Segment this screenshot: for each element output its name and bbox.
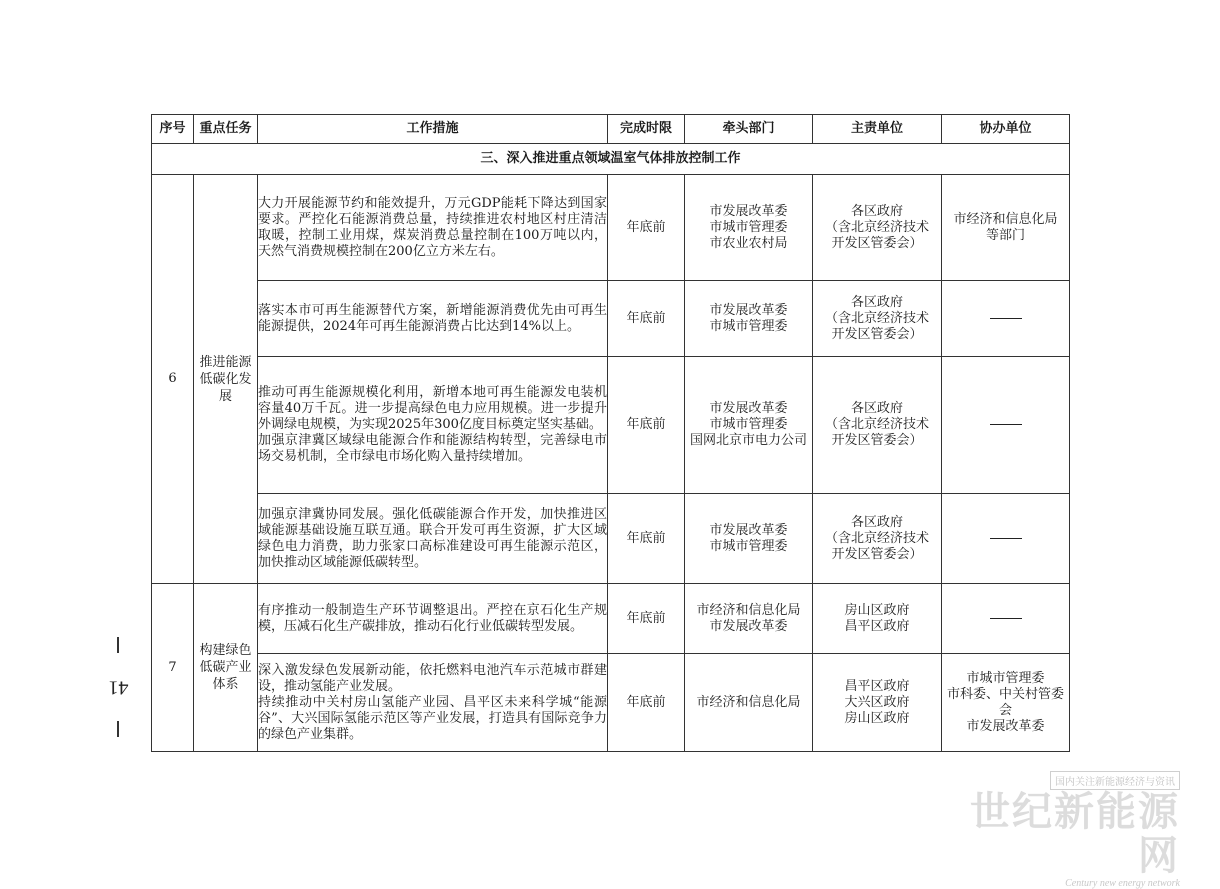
resp-unit-cell (813, 584, 942, 654)
table-row (152, 584, 1070, 654)
measure-paragraph: 有序推动一般制造生产环节调整退出。严控在京石化生产规模，压减石化生产碳排放，推动石化行业低碳转型发展。 (258, 602, 607, 634)
assist-unit-cell (942, 654, 1070, 752)
resp-unit-line: （含北京经济技术 (824, 417, 929, 432)
assist-unit-cell (942, 281, 1070, 357)
resp-unit-line: （含北京经济技术 (824, 530, 929, 546)
measure-cell (258, 584, 608, 654)
measure-paragraph: 持续推动中关村房山氢能产业园、昌平区未来科学城“能源谷”、大兴国际氢能示范区等产业发展，打造具有国际竞争力的绿色产业集群。 (258, 694, 607, 742)
resp-unit-line: 房山区政府 (844, 710, 910, 726)
lead-dept-line: 市城市管理委 (709, 219, 788, 235)
measure-cell (258, 654, 608, 752)
lead-dept-line: 市发展改革委 (709, 618, 788, 634)
lead-dept-cell (685, 654, 813, 752)
resp-unit-line: 大兴区政府 (844, 694, 910, 710)
resp-unit-line: 各区政府 (850, 401, 903, 416)
lead-dept-cell (685, 281, 813, 357)
assist-unit-line: 市经济和信息化局 (953, 211, 1058, 227)
measure-paragraph: 加强京津冀区域绿电能源合作和能源结构转型，完善绿电市场交易机制，全市绿电市场化购入量持续增加。 (258, 433, 607, 464)
resp-unit-line: 昌平区政府 (844, 678, 910, 694)
deadline-cell: 年底前 (608, 357, 685, 494)
measure-paragraph: 深入激发绿色发展新动能，依托燃料电池汽车示范城市群建设，推动氢能产业发展。 (258, 662, 607, 694)
deadline-cell: 年底前 (608, 494, 685, 584)
resp-unit-line: 开发区管委会） (831, 433, 923, 448)
lead-dept-cell (685, 357, 813, 494)
resp-unit-cell (813, 654, 942, 752)
resp-unit-cell (813, 175, 942, 281)
resp-unit-line: 各区政府 (850, 203, 903, 219)
header-assist-unit: 协办单位 (942, 115, 1070, 144)
header-lead-dept: 牵头部门 (685, 115, 813, 144)
header-task: 重点任务 (194, 115, 258, 144)
table-row (152, 654, 1070, 752)
resp-unit-line: 开发区管委会） (831, 235, 923, 251)
measure-cell (258, 281, 608, 357)
assist-unit-cell (942, 357, 1070, 494)
task-cell: 推进能源低碳化发展 (194, 175, 258, 584)
lead-dept-line: 市经济和信息化局 (696, 694, 801, 710)
lead-dept-line: 市农业农村局 (709, 235, 788, 251)
assist-unit-empty-dash (990, 538, 1022, 539)
resp-unit-line: （含北京经济技术 (824, 219, 929, 235)
table-row (152, 357, 1070, 494)
lead-dept-line: 市发展改革委 (709, 401, 788, 416)
lead-dept-cell (685, 494, 813, 584)
table-row (152, 175, 1070, 281)
assist-unit-line: 市科委、中关村管委会 (946, 686, 1064, 718)
deadline-cell: 年底前 (608, 281, 685, 357)
task-table (151, 114, 1070, 752)
lead-dept-line: 国网北京市电力公司 (689, 433, 807, 448)
resp-unit-line: 开发区管委会） (831, 546, 923, 562)
measure-cell (258, 357, 608, 494)
table-row (152, 281, 1070, 357)
assist-unit-cell (942, 584, 1070, 654)
seq-cell: 6 (152, 175, 194, 584)
watermark-subtitle: Century new energy network (1065, 878, 1180, 889)
lead-dept-cell (685, 584, 813, 654)
deadline-cell: 年底前 (608, 584, 685, 654)
assist-unit-line: 市城市管理委 (966, 670, 1045, 686)
assist-unit-empty-dash (990, 424, 1022, 425)
measure-paragraph: 加强京津冀协同发展。强化低碳能源合作开发，加快推进区域能源基础设施互联互通。联合开发可再生资源，扩大区域绿色电力消费，助力张家口高标准建设可再生能源示范区，加快推动区域能源低碳转型。 (258, 506, 607, 570)
lead-dept-line: 市发展改革委 (709, 522, 788, 538)
assist-unit-empty-dash (990, 618, 1022, 619)
resp-unit-line: 开发区管委会） (831, 326, 923, 342)
resp-unit-cell (813, 494, 942, 584)
measure-cell (258, 494, 608, 584)
assist-unit-empty-dash (990, 318, 1022, 319)
section-title: 三、深入推进重点领域温室气体排放控制工作 (152, 144, 1070, 175)
measure-cell (258, 175, 608, 281)
table-row (152, 494, 1070, 584)
section-row (152, 144, 1070, 175)
header-measures: 工作措施 (258, 115, 608, 144)
resp-unit-line: 各区政府 (850, 514, 903, 530)
page-number-value: 41 (108, 676, 128, 699)
header-row (152, 115, 1070, 144)
assist-unit-cell (942, 494, 1070, 584)
lead-dept-line: 市发展改革委 (709, 302, 788, 318)
measure-paragraph: 推动可再生能源规模化利用，新增本地可再生能源发电装机容量40万千瓦。进一步提高绿色电力应用规模。进一步提升外调绿电规模，为实现2025年300亿度目标奠定坚实基础。 (258, 385, 607, 432)
header-deadline: 完成时限 (608, 115, 685, 144)
task-cell: 构建绿色低碳产业体系 (194, 584, 258, 752)
header-resp-unit: 主责单位 (813, 115, 942, 144)
lead-dept-line: 市城市管理委 (709, 417, 788, 432)
deadline-cell: 年底前 (608, 175, 685, 281)
lead-dept-line: 市发展改革委 (709, 203, 788, 219)
page-number-dash-bottom (117, 721, 119, 737)
lead-dept-cell (685, 175, 813, 281)
watermark-brand: 世纪新能源网 (970, 789, 1180, 879)
resp-unit-line: （含北京经济技术 (824, 310, 929, 326)
resp-unit-line: 各区政府 (850, 294, 903, 310)
watermark (940, 770, 1180, 889)
resp-unit-line: 房山区政府 (844, 602, 910, 618)
assist-unit-cell (942, 175, 1070, 281)
page-number (103, 637, 133, 737)
page-number-dash-top (117, 637, 119, 653)
deadline-cell: 年底前 (608, 654, 685, 752)
measure-paragraph: 大力开展能源节约和能效提升，万元GDP能耗下降达到国家要求。严控化石能源消费总量，持续推进农村地区村庄清洁取暖，控制工业用煤，煤炭消费总量控制在100万吨以内，天然气消费规模控制在200亿立方米左右。 (258, 195, 607, 259)
lead-dept-line: 市经济和信息化局 (696, 602, 801, 618)
lead-dept-line: 市城市管理委 (709, 538, 788, 554)
resp-unit-cell (813, 357, 942, 494)
resp-unit-line: 昌平区政府 (844, 618, 910, 634)
resp-unit-cell (813, 281, 942, 357)
measure-paragraph: 落实本市可再生能源替代方案，新增能源消费优先由可再生能源提供，2024年可再生能源消费占比达到14%以上。 (258, 302, 607, 334)
header-seq: 序号 (152, 115, 194, 144)
lead-dept-line: 市城市管理委 (709, 318, 788, 334)
seq-cell: 7 (152, 584, 194, 752)
assist-unit-line: 等部门 (985, 227, 1025, 243)
assist-unit-line: 市发展改革委 (966, 718, 1045, 734)
watermark-tag: 国内关注新能源经济与资讯 (1050, 771, 1180, 790)
